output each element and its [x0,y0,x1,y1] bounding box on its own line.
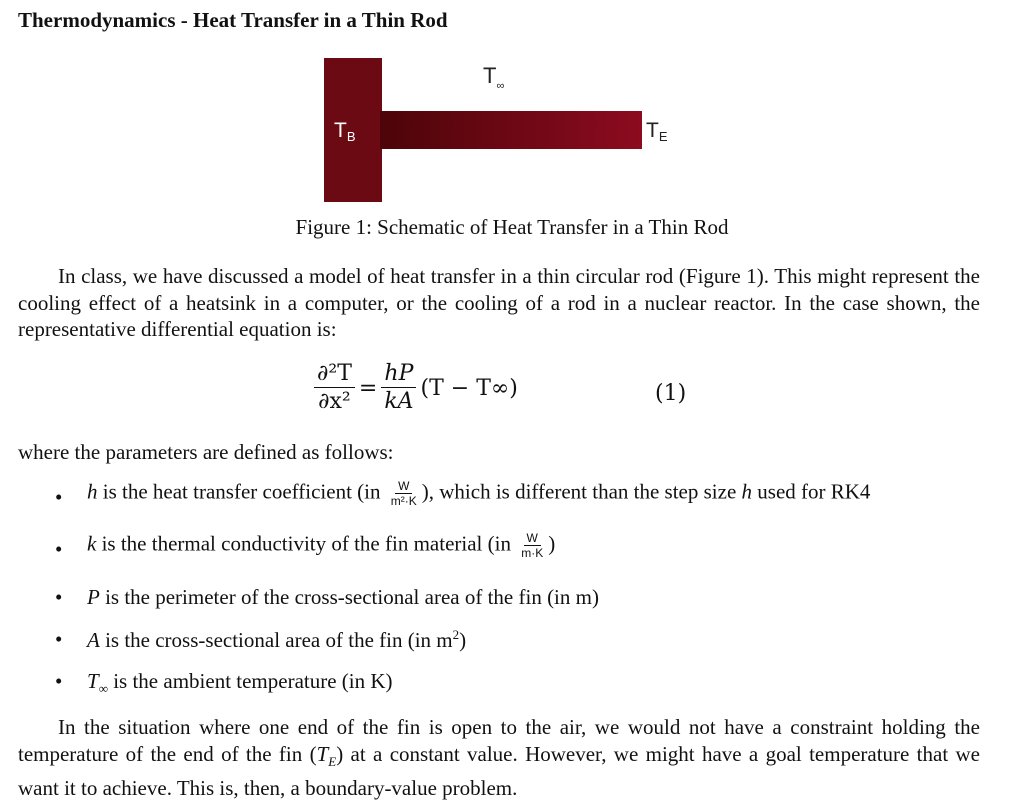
symbol-t: T [87,669,99,693]
lhs-denominator: ∂x² [318,389,351,414]
subscript: ∞ [98,681,108,697]
bullet-marker: • [55,537,63,561]
rhs-denominator: kA [384,389,414,414]
bullet-marker: • [55,669,63,693]
list-item-h [87,479,870,508]
paragraph-text: In the situation where one end of the fin is open to the air, we would not have a constraint holding the temperature of the end of the fin ( [18,715,980,766]
list-item-p [87,585,599,610]
list-item-k [87,531,555,560]
paragraph-text: ) at a constant value. However, we might have a goal temperature that we want it to achieve. This is, then, a boundary-value problem. [18,741,980,801]
symbol-h: h [741,479,753,504]
unit-denominator: m²·K [390,494,417,508]
page-title: Thermodynamics - Heat Transfer in a Thin Rod [18,8,448,32]
symbol-h: h [87,479,98,504]
symbol-p: P [87,585,100,609]
symbol-t: T [316,741,329,766]
intro-paragraph [18,263,980,343]
item-text: is the perimeter of the cross-sectional area of the fin (in m) [99,585,599,609]
figure-caption: Figure 1: Schematic of Heat Transfer in a Thin Rod [295,215,729,239]
item-text: ) [459,628,467,652]
item-text: ), which is different than the step size [421,479,742,504]
equation-number: (1) [655,381,687,406]
list-item-a [87,627,466,653]
item-text: used for RK4 [752,479,871,504]
rod-body [380,111,642,149]
item-text: is the ambient temperature (in K) [107,669,393,693]
bullet-marker: • [55,585,63,609]
item-text: is the thermal conductivity of the fin material (in [96,531,517,556]
superscript: 2 [452,627,460,642]
unit-fraction [388,479,420,508]
list-item-t [87,669,393,697]
rod-schematic [322,58,722,206]
intro-text: In class, we have discussed a model of heat transfer in a thin circular rod (Figure 1). This might represent the cooling effect of a heatsink in a computer, or the cooling of a rod in a nuclear reactor. In the case shown, the representative differential equation is: [18,264,980,341]
lhs-numerator: ∂²T [314,362,355,388]
item-text: ) [548,531,556,556]
item-text: is the heat transfer coefficient (in [97,479,386,504]
label-t-base: TB [334,119,356,144]
label-t-infinity: $T_\infty$ [483,63,505,92]
unit-numerator: W [524,531,541,546]
label-t-end: TE [646,119,668,144]
subscript: E [328,753,337,769]
unit-numerator: W [395,479,412,494]
bullet-marker: • [55,627,63,651]
where-text: where the parameters are defined as follows: [18,440,394,464]
symbol-k: k [87,531,97,556]
boundary-paragraph [18,714,980,802]
item-text: is the cross-sectional area of the fin (in m [99,628,453,652]
bullet-marker: • [55,485,63,509]
unit-denominator: m·K [521,546,544,560]
rhs-tail: (T − T∞) [420,375,518,401]
rhs-numerator: hP [381,362,416,388]
differential-equation [314,362,522,414]
symbol-a: A [87,628,100,652]
equals-sign: = [358,375,378,401]
unit-fraction [518,531,546,560]
